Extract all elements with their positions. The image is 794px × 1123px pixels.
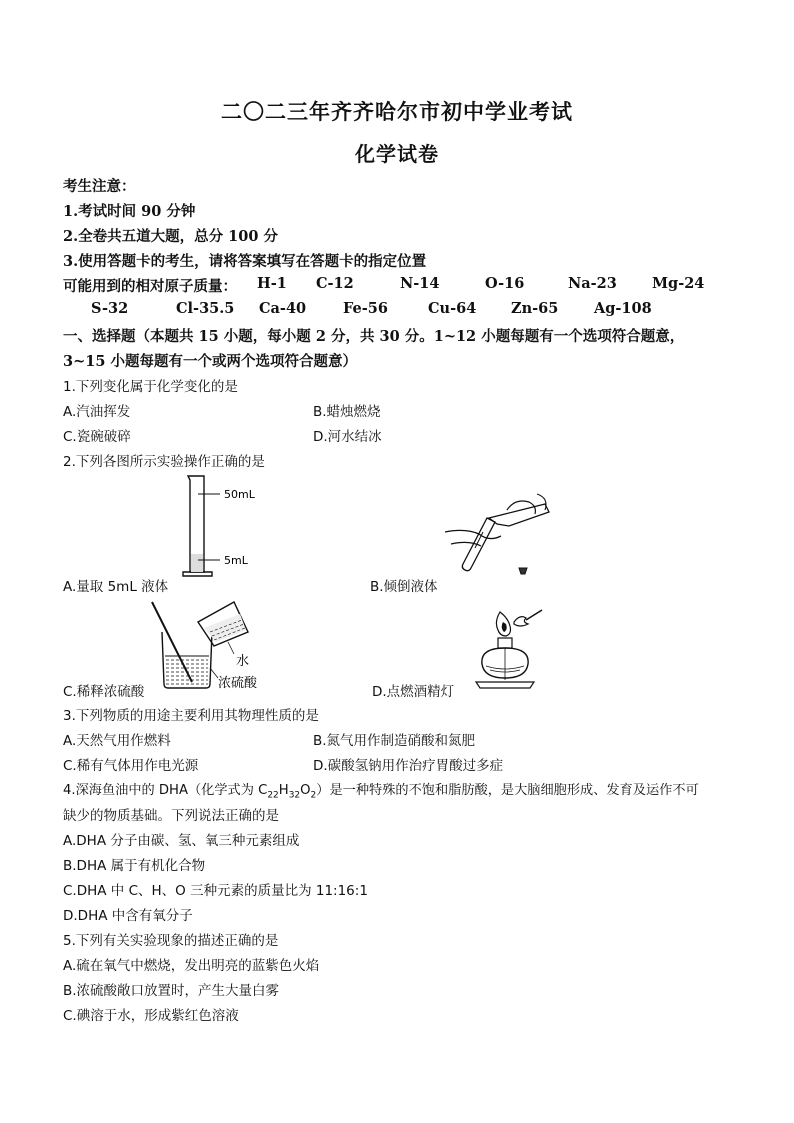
option-a: A.汽油挥发	[63, 404, 131, 420]
option-c: C.DHA 中 C、H、O 三种元素的质量比为 11:16:1	[63, 883, 368, 899]
atomic-mass: S-32	[91, 300, 129, 317]
pouring-liquid-figure	[445, 488, 555, 580]
option-a: A.硫在氧气中燃烧，发出明亮的蓝紫色火焰	[63, 958, 320, 974]
option-b: B.蜡烛燃烧	[313, 404, 381, 420]
dilution-figure	[150, 598, 300, 692]
atomic-mass: Ag-108	[594, 300, 652, 317]
atomic-mass: H-1	[257, 275, 287, 292]
section-heading: 3~15 小题每题有一个或两个选项符合题意）	[63, 353, 357, 370]
option-c: C.稀释浓硫酸	[63, 684, 145, 700]
question-stem-cont: 缺少的物质基础。下列说法正确的是	[63, 808, 279, 824]
acid-label: 浓硫酸	[218, 676, 258, 691]
atomic-mass: C-12	[316, 275, 354, 292]
option-a: A.量取 5mL 液体	[63, 579, 169, 595]
question-stem: 4.深海鱼油中的 DHA（化学式为 $C_{22}H_{32}O_2$）是一种特殊的不饱和脂肪酸，是大脑细胞形成、发育及运作不可	[63, 783, 699, 801]
question-stem: 2.下列各图所示实验操作正确的是	[63, 454, 265, 470]
section-heading: 一、选择题（本题共 15 小题，每小题 2 分，共 30 分。1~12 小题每题有一个选项符合题意，	[63, 328, 685, 345]
cylinder-bottom-label: 5mL	[224, 554, 248, 567]
option-b: B.浓硫酸敞口放置时，产生大量白雾	[63, 983, 280, 999]
atomic-mass: Na-23	[568, 275, 617, 292]
option-d: D.碳酸氢钠用作治疗胃酸过多症	[313, 758, 504, 774]
option-c: C.稀有气体用作电光源	[63, 758, 199, 774]
atomic-mass: Fe-56	[343, 300, 388, 317]
option-d: D.河水结冰	[313, 429, 382, 445]
atomic-mass: O-16	[485, 275, 525, 292]
option-c: C.碘溶于水，形成紫红色溶液	[63, 1008, 239, 1024]
atomic-mass: Zn-65	[511, 300, 559, 317]
atomic-mass: N-14	[400, 275, 440, 292]
option-b: B.DHA 属于有机化合物	[63, 858, 206, 874]
question-stem: 3.下列物质的用途主要利用其物理性质的是	[63, 708, 319, 724]
atomic-mass: Mg-24	[652, 275, 705, 292]
notice-heading: 考生注意：	[63, 178, 136, 195]
atomic-mass: Cu-64	[428, 300, 477, 317]
alcohol-lamp-figure	[470, 608, 550, 690]
option-b: B.倾倒液体	[370, 579, 438, 595]
question-stem: 5.下列有关实验现象的描述正确的是	[63, 933, 279, 949]
option-a: A.天然气用作燃料	[63, 733, 171, 749]
atomic-mass-label: 可能用到的相对原子质量：	[63, 278, 237, 295]
water-label: 水	[236, 654, 250, 669]
option-c: C.瓷碗破碎	[63, 429, 131, 445]
question-stem: 1.下列变化属于化学变化的是	[63, 379, 238, 395]
atomic-mass: Cl-35.5	[176, 300, 235, 317]
atomic-mass: Ca-40	[259, 300, 307, 317]
exam-title: 二〇二三年齐齐哈尔市初中学业考试	[221, 99, 573, 124]
option-b: B.氮气用作制造硝酸和氮肥	[313, 733, 476, 749]
cylinder-top-label: 50mL	[224, 488, 255, 501]
notice-item: 2.全卷共五道大题，总分 100 分	[63, 228, 278, 245]
option-a: A.DHA 分子由碳、氢、氧三种元素组成	[63, 833, 300, 849]
option-d: D.DHA 中含有氧分子	[63, 908, 193, 924]
notice-item: 1.考试时间 90 分钟	[63, 203, 196, 220]
graduated-cylinder-figure	[180, 476, 280, 580]
notice-item: 3.使用答题卡的考生，请将答案填写在答题卡的指定位置	[63, 253, 427, 270]
option-d: D.点燃酒精灯	[372, 684, 455, 700]
exam-subtitle: 化学试卷	[355, 142, 439, 166]
